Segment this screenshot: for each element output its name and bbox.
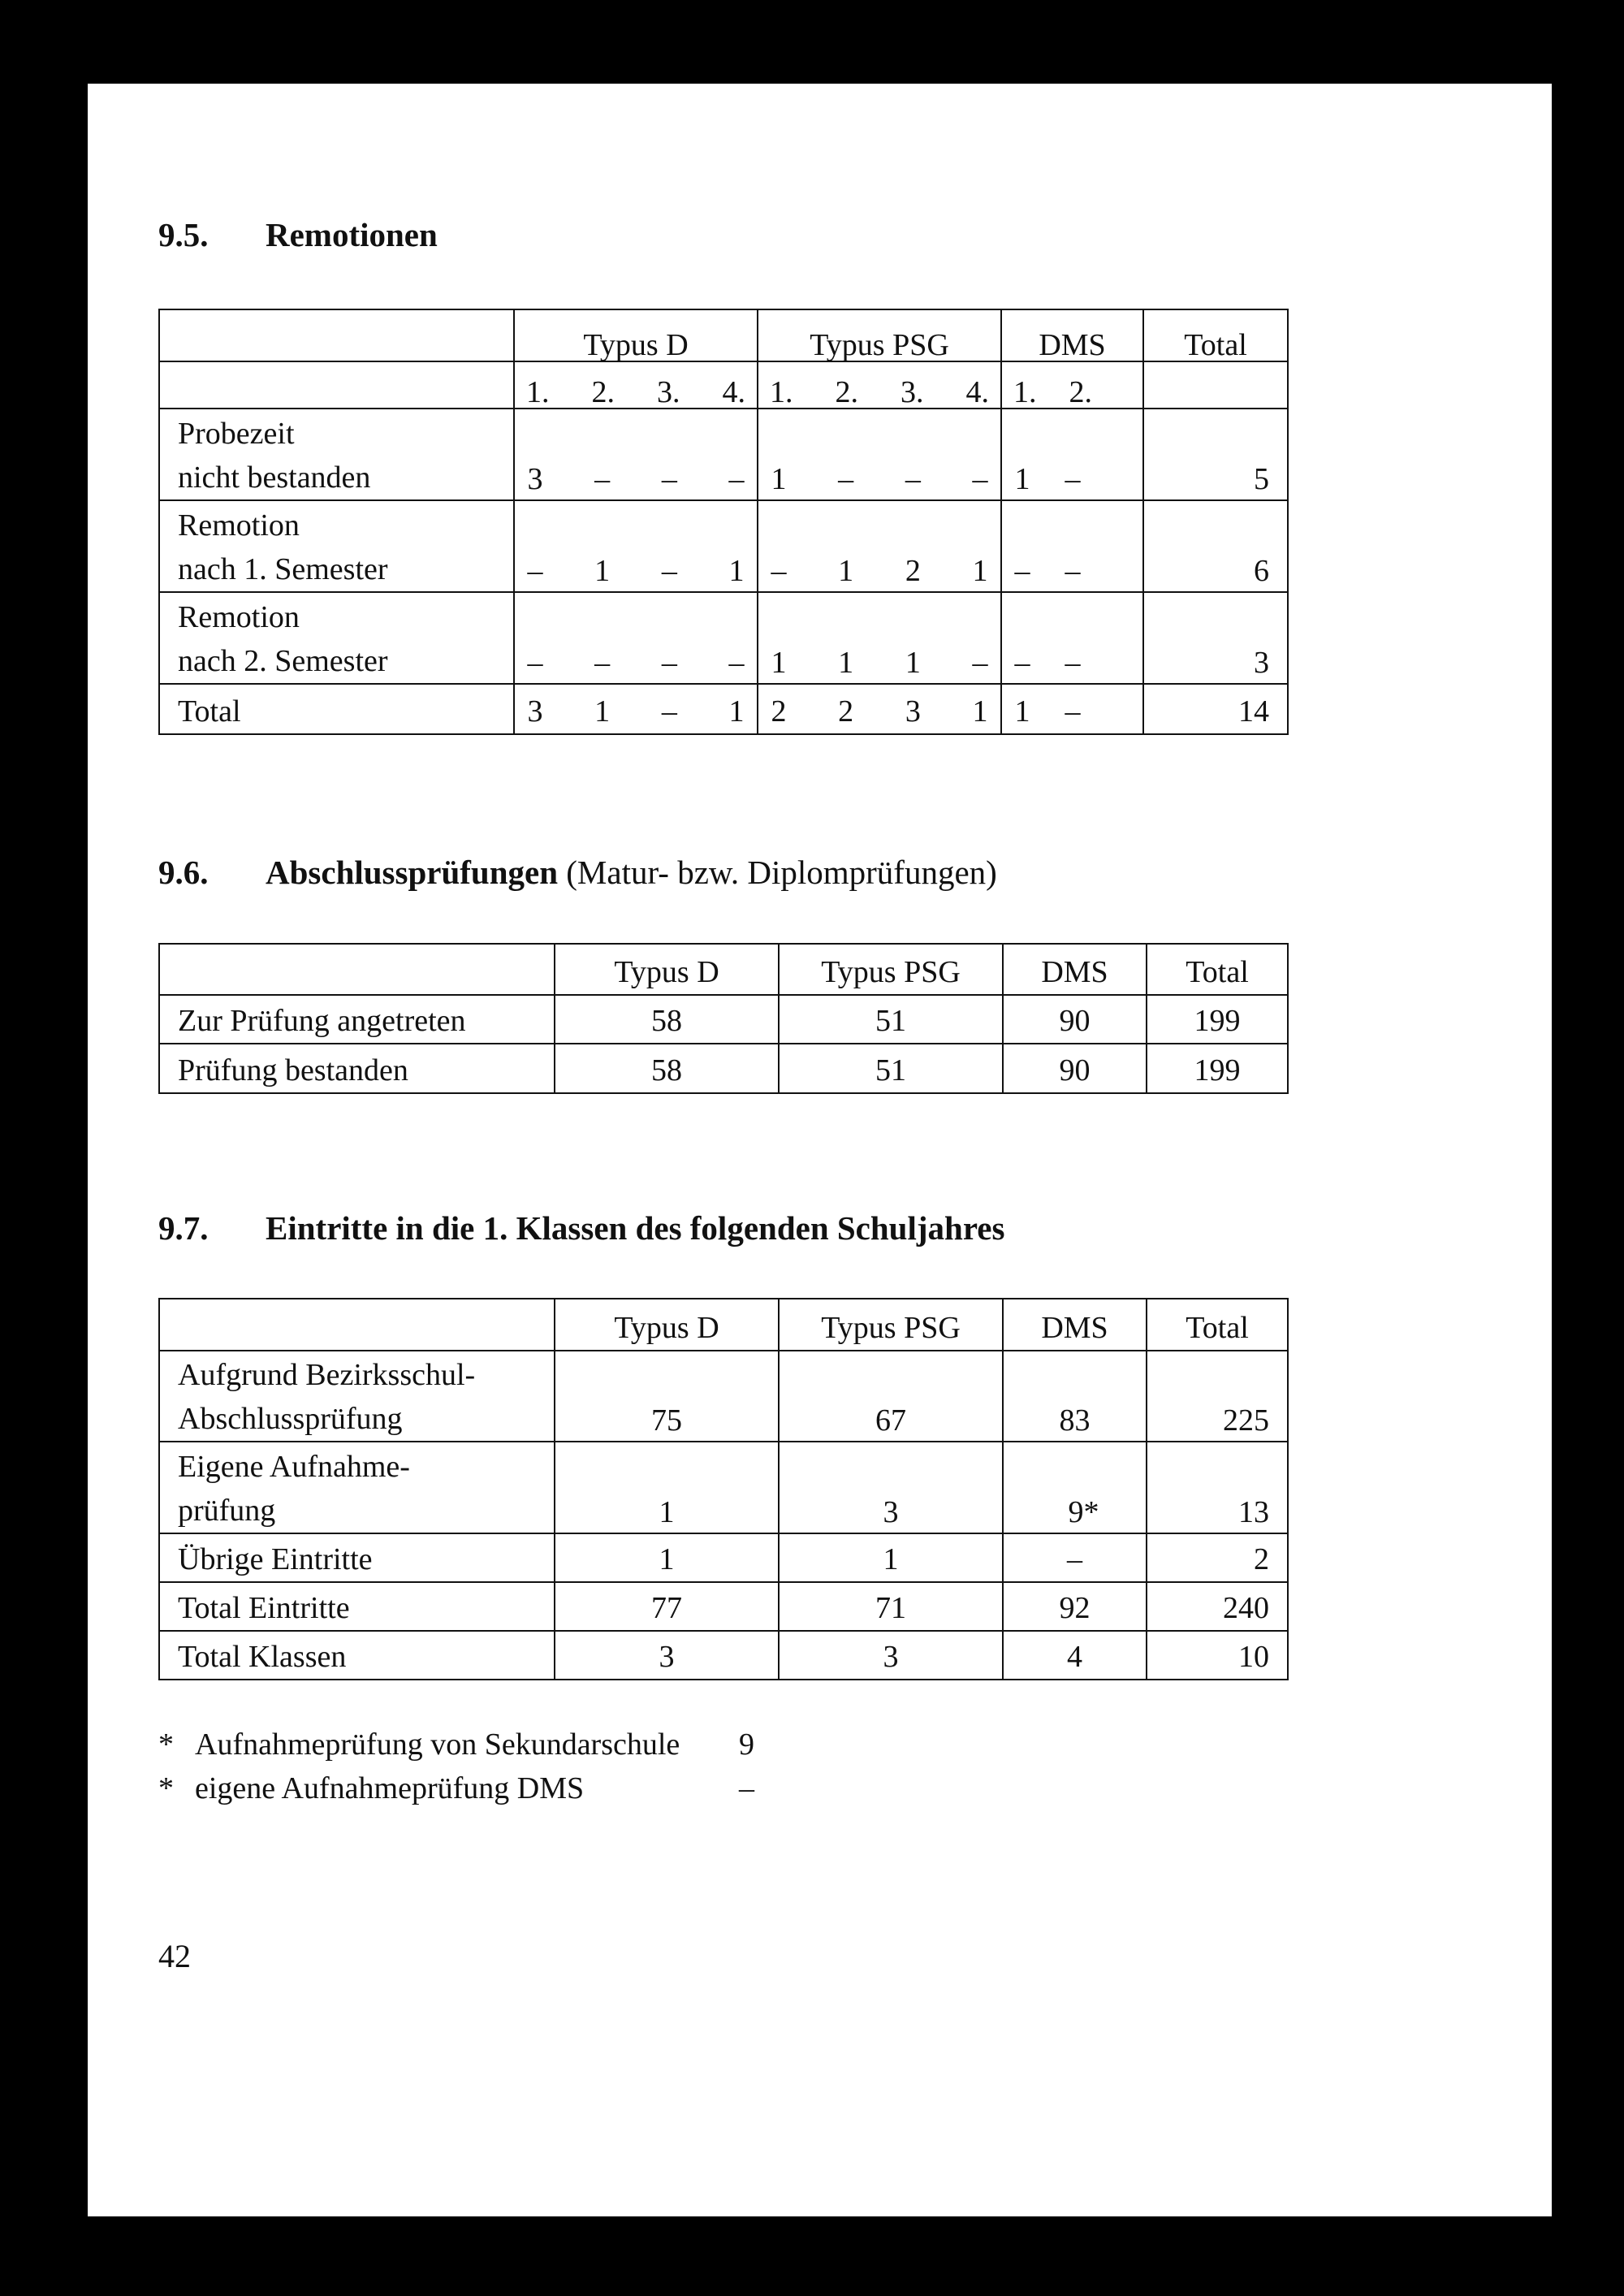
table-row <box>159 1044 1288 1093</box>
table-row <box>159 500 1288 592</box>
data-cell: 3 1 – 1 <box>514 684 758 734</box>
column-header: DMS <box>1003 1299 1147 1351</box>
table-row <box>159 1533 1288 1582</box>
remotionen-table <box>158 309 1289 735</box>
data-cell: 2 <box>1147 1533 1288 1582</box>
column-header: Typus PSG <box>758 309 1001 361</box>
column-header: Total <box>1143 309 1288 361</box>
data-cell: 2 2 3 1 <box>758 684 1001 734</box>
data-cell: 3 <box>779 1442 1003 1533</box>
column-header: Typus PSG <box>779 1299 1003 1351</box>
table-row <box>159 1582 1288 1631</box>
row-label: Total <box>159 684 514 734</box>
data-cell: 67 <box>779 1351 1003 1442</box>
data-cell: – <box>1003 1533 1147 1582</box>
section-number: 9.7. <box>158 1209 209 1247</box>
data-cell: 10 <box>1147 1631 1288 1680</box>
column-header: Typus D <box>555 944 779 995</box>
row-label: Remotion nach 1. Semester <box>159 500 514 592</box>
table-row <box>159 995 1288 1044</box>
table-row <box>159 409 1288 500</box>
row-label: Total Klassen <box>159 1631 555 1680</box>
subheader-cell: 1. 2. 3. 4. <box>758 361 1001 409</box>
empty-cell <box>1143 361 1288 409</box>
total-cell: 3 <box>1143 592 1288 684</box>
footnote: * eigene Aufnahmeprüfung DMS – <box>158 1771 754 1805</box>
row-label: Eigene Aufnahme- prüfung <box>159 1442 555 1533</box>
section-heading-9-7 <box>158 1209 1004 1247</box>
table-row <box>159 1442 1288 1533</box>
empty-cell <box>159 1299 555 1351</box>
section-title-suffix: (Matur- bzw. Diplomprüfungen) <box>566 854 997 891</box>
empty-cell <box>159 361 514 409</box>
data-cell: 13 <box>1147 1442 1288 1533</box>
data-cell: 77 <box>555 1582 779 1631</box>
data-cell: – 1 – 1 <box>514 500 758 592</box>
empty-cell <box>159 944 555 995</box>
column-header: Typus D <box>555 1299 779 1351</box>
abschlusspruefungen-table <box>158 943 1289 1094</box>
row-label: Probezeit nicht bestanden <box>159 409 514 500</box>
total-cell: 6 <box>1143 500 1288 592</box>
table-row <box>159 1631 1288 1680</box>
data-cell: – – <box>1001 592 1143 684</box>
data-cell: 1 <box>555 1442 779 1533</box>
section-heading-9-6 <box>158 853 997 892</box>
total-cell: 14 <box>1143 684 1288 734</box>
table-header-row <box>159 944 1288 995</box>
column-header: Typus D <box>514 309 758 361</box>
column-header: Total <box>1147 1299 1288 1351</box>
table-header-row <box>159 1299 1288 1351</box>
data-cell: 3 <box>779 1631 1003 1680</box>
row-label: Total Eintritte <box>159 1582 555 1631</box>
subheader-cell: 1. 2. 3. 4. <box>514 361 758 409</box>
data-cell: 1 <box>555 1533 779 1582</box>
data-cell: – – <box>1001 500 1143 592</box>
section-title: Remotionen <box>266 216 438 253</box>
table-row <box>159 1351 1288 1442</box>
row-label: Aufgrund Bezirksschul- Abschlussprüfung <box>159 1351 555 1442</box>
row-label: Prüfung bestanden <box>159 1044 555 1093</box>
column-header: DMS <box>1001 309 1143 361</box>
data-cell: 1 – <box>1001 409 1143 500</box>
data-cell: 90 <box>1003 1044 1147 1093</box>
table-row-total <box>159 684 1288 734</box>
data-cell: 9* <box>1003 1442 1147 1533</box>
row-label: Remotion nach 2. Semester <box>159 592 514 684</box>
empty-cell <box>159 309 514 361</box>
row-label: Zur Prüfung angetreten <box>159 995 555 1044</box>
data-cell: 225 <box>1147 1351 1288 1442</box>
table-subheader-row <box>159 361 1288 409</box>
data-cell: 71 <box>779 1582 1003 1631</box>
column-header: DMS <box>1003 944 1147 995</box>
data-cell: 199 <box>1147 995 1288 1044</box>
data-cell: 51 <box>779 995 1003 1044</box>
eintritte-table <box>158 1298 1289 1680</box>
footnote: * Aufnahmeprüfung von Sekundarschule 9 <box>158 1727 754 1762</box>
data-cell: 3 <box>555 1631 779 1680</box>
section-number: 9.6. <box>158 854 209 891</box>
data-cell: 199 <box>1147 1044 1288 1093</box>
total-cell: 5 <box>1143 409 1288 500</box>
table-row <box>159 592 1288 684</box>
section-title: Abschlussprüfungen <box>266 854 559 891</box>
data-cell: 58 <box>555 1044 779 1093</box>
data-cell: 1 – – – <box>758 409 1001 500</box>
section-number: 9.5. <box>158 216 209 253</box>
data-cell: 1 1 1 – <box>758 592 1001 684</box>
data-cell: 83 <box>1003 1351 1147 1442</box>
data-cell: 75 <box>555 1351 779 1442</box>
data-cell: 1 – <box>1001 684 1143 734</box>
column-header: Typus PSG <box>779 944 1003 995</box>
data-cell: 51 <box>779 1044 1003 1093</box>
section-heading-9-5 <box>158 215 438 254</box>
data-cell: 240 <box>1147 1582 1288 1631</box>
data-cell: – – – – <box>514 592 758 684</box>
column-header: Total <box>1147 944 1288 995</box>
table-header-row <box>159 309 1288 361</box>
data-cell: 4 <box>1003 1631 1147 1680</box>
data-cell: 3 – – – <box>514 409 758 500</box>
data-cell: 90 <box>1003 995 1147 1044</box>
data-cell: 58 <box>555 995 779 1044</box>
page-number: 42 <box>158 1938 191 1974</box>
data-cell: 1 <box>779 1533 1003 1582</box>
data-cell: 92 <box>1003 1582 1147 1631</box>
subheader-cell: 1. 2. <box>1001 361 1143 409</box>
row-label: Übrige Eintritte <box>159 1533 555 1582</box>
section-title: Eintritte in die 1. Klassen des folgenden Schuljahres <box>266 1209 1005 1247</box>
data-cell: – 1 2 1 <box>758 500 1001 592</box>
